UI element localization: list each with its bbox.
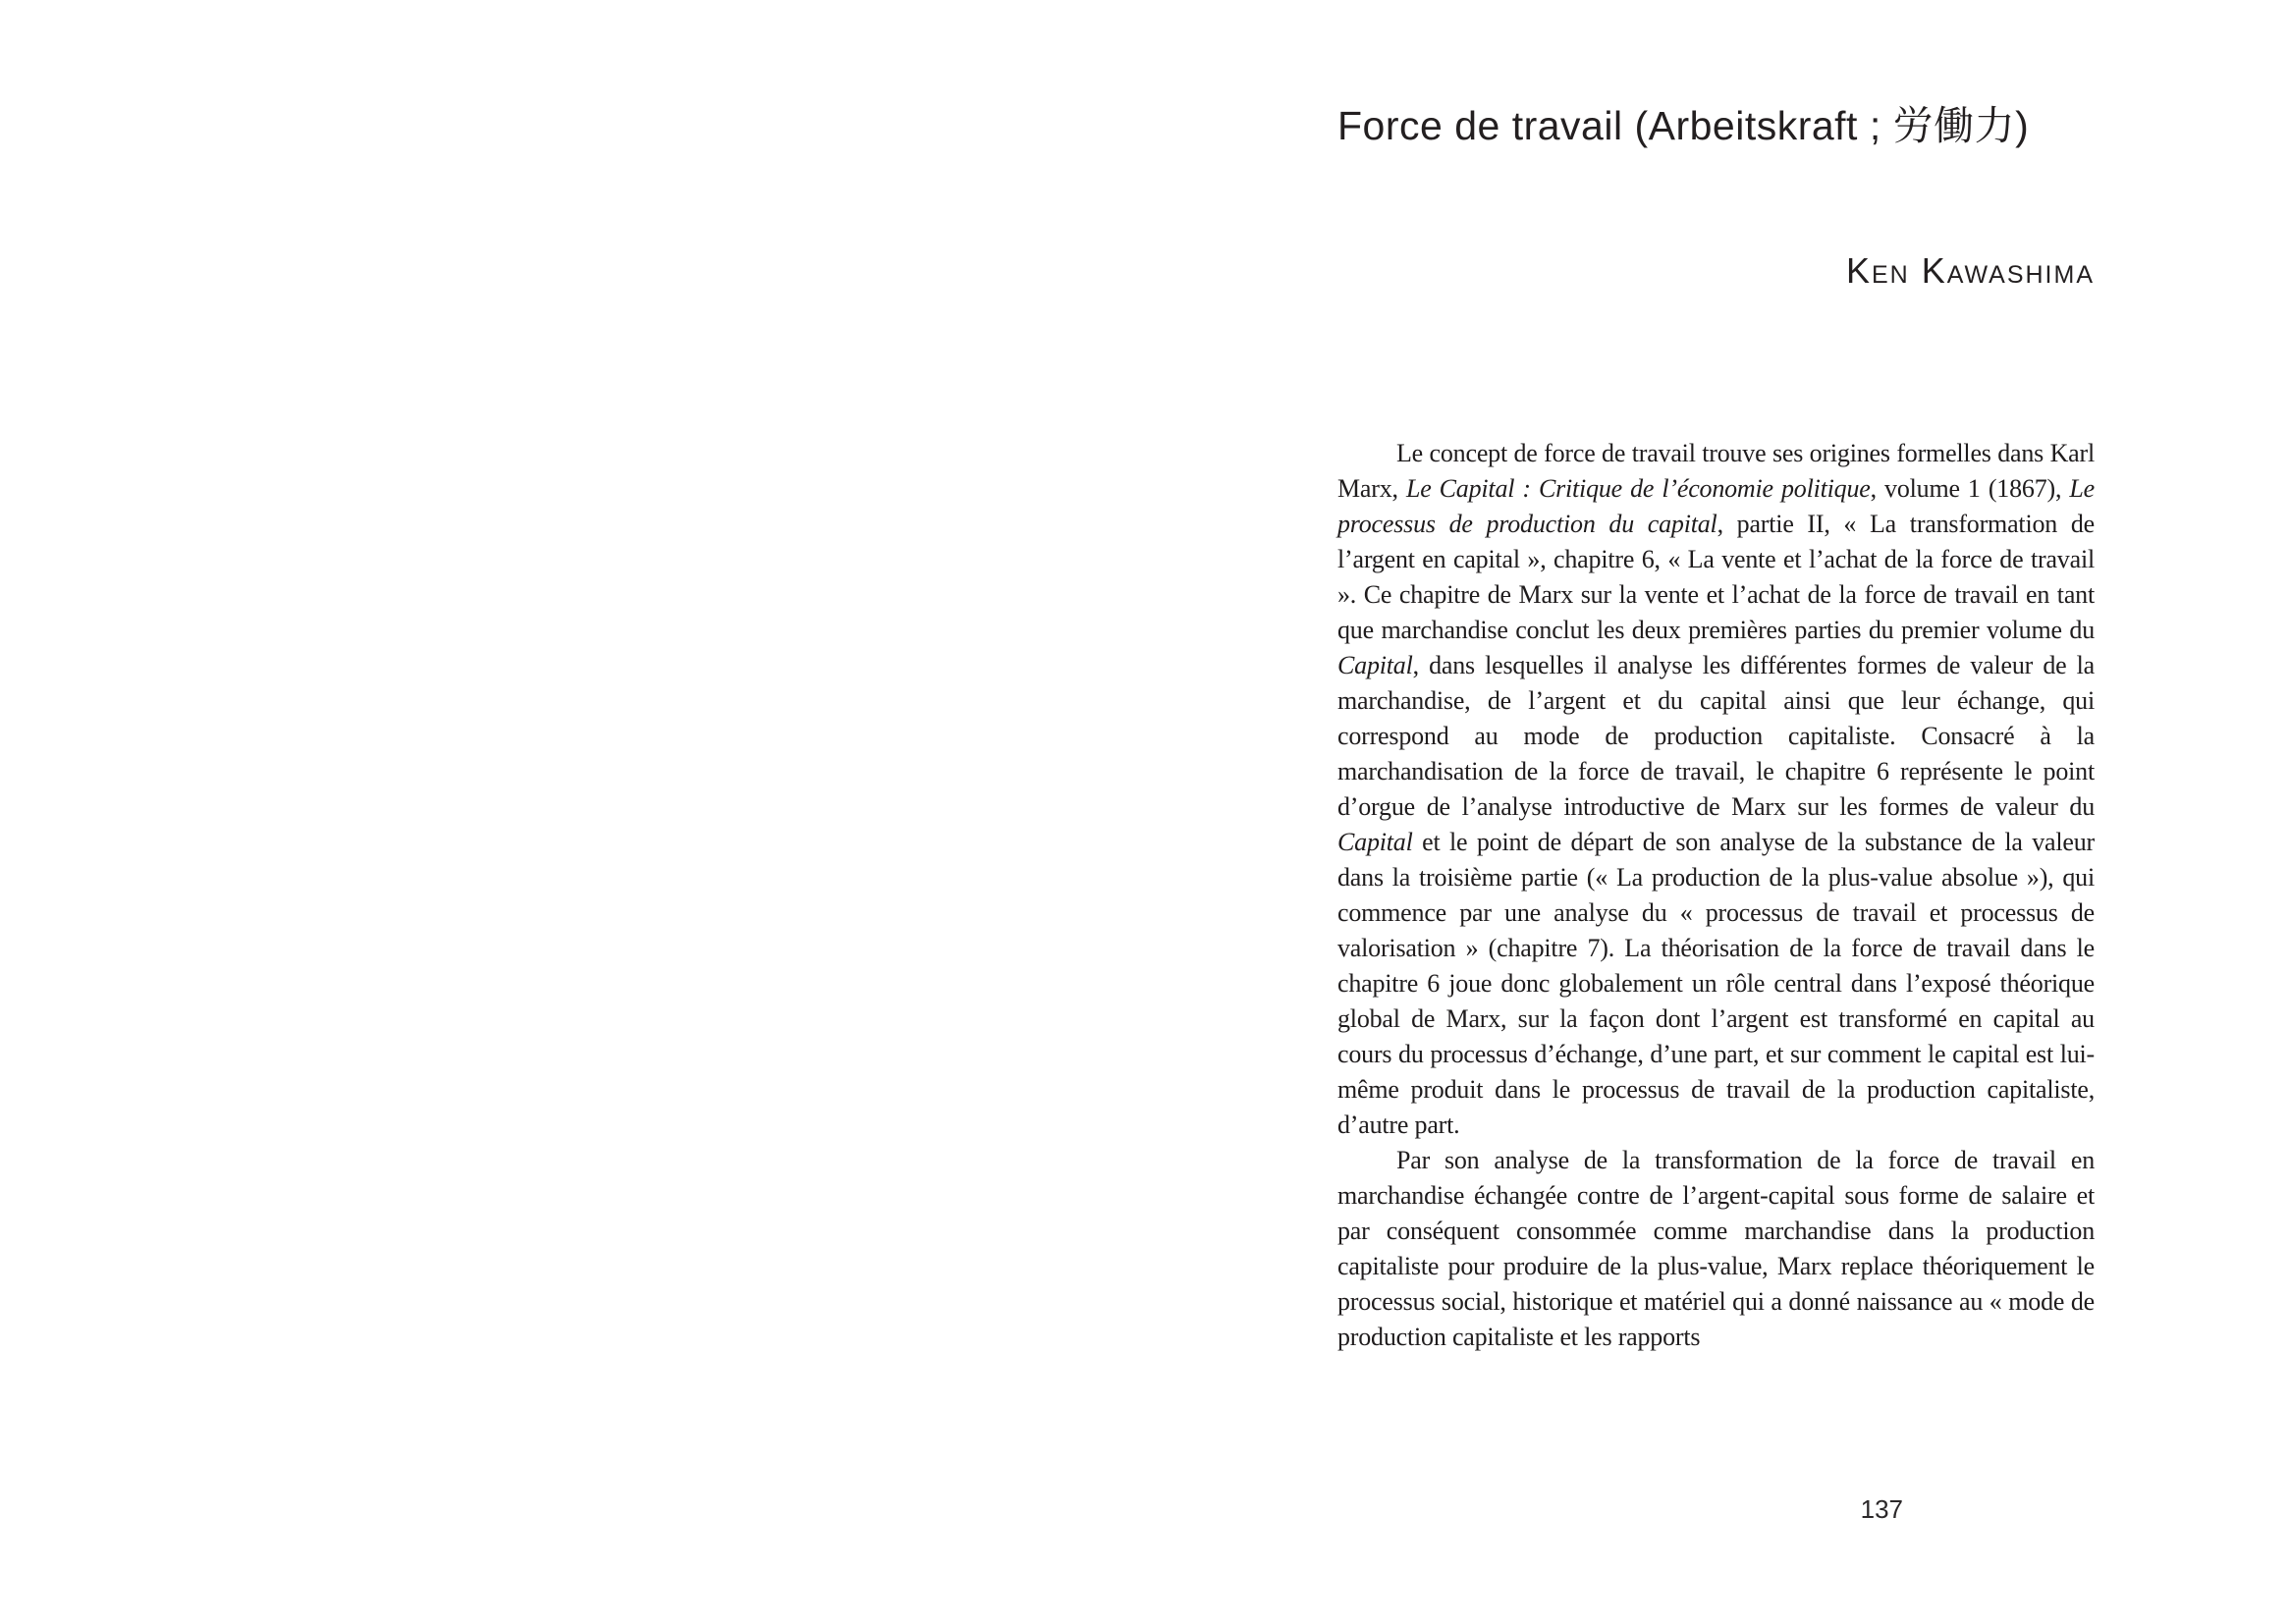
italic-text-run: Le processus de production du capital [1337,474,2095,538]
right-page [1144,0,2289,1624]
paragraph [1337,1143,2095,1355]
text-run: et le point de départ de son analyse de la substance de la valeur dans la troisième partie (« La production de la plus-value absolue »), qui commence par une analyse du « processus de travail et processus de valorisation » (chapitre 7). La théorisation de la force de travail dans le chapitre 6 joue donc globalement un rôle central dans l’exposé théorique global de Marx, sur la façon dont l’argent est transformé en capital au cours du processus d’échange, d’une part, et sur comment le capital est lui-même produit dans le processus de travail de la production capitaliste, d’autre part. [1337,828,2095,1139]
page-title: Force de travail (Arbeitskraft ; 労働力) [1337,103,2030,148]
text-run: Le concept de force de travail trouve ses origines formelles dans Karl Marx, [1337,439,2095,503]
paragraph [1337,436,2095,1143]
article-body [1337,436,2095,1355]
italic-text-run: Le Capital : Critique de l’économie politique [1405,474,1871,503]
left-page-blank [0,0,1144,1624]
author-name: Ken Kawashima [1845,250,2095,291]
italic-text-run: Capital [1337,828,1413,856]
text-run: , volume 1 (1867), [1870,474,2070,503]
text-run: , partie II, « La transformation de l’argent en capital », chapitre 6, « La vente et l’achat de la force de travail ». Ce chapitre de Marx sur la vente et l’achat de la force de travail en tant que marchandise conclut les deux premières parties du premier volume du [1337,510,2095,644]
page-number: 137 [1860,1494,1903,1524]
text-run: Par son analyse de la transformation de la force de travail en marchandise échangée contre de l’argent-capital sous forme de salaire et par conséquent consommée comme marchandise dans la production capitaliste pour produire de la plus-value, Marx replace théoriquement le processus social, historique et matériel qui a donné naissance au « mode de production capitaliste et les rapports [1337,1146,2095,1351]
text-run: , dans lesquelles il analyse les différentes formes de valeur de la marchandise, de l’argent et du capital ainsi que leur échange, qui correspond au mode de production capitaliste. Consacré à la marchandisation de la force de travail, le chapitre 6 représente le point d’orgue de l’analyse introductive de Marx sur les formes de valeur du [1337,651,2095,821]
italic-text-run: Capital [1337,651,1413,679]
